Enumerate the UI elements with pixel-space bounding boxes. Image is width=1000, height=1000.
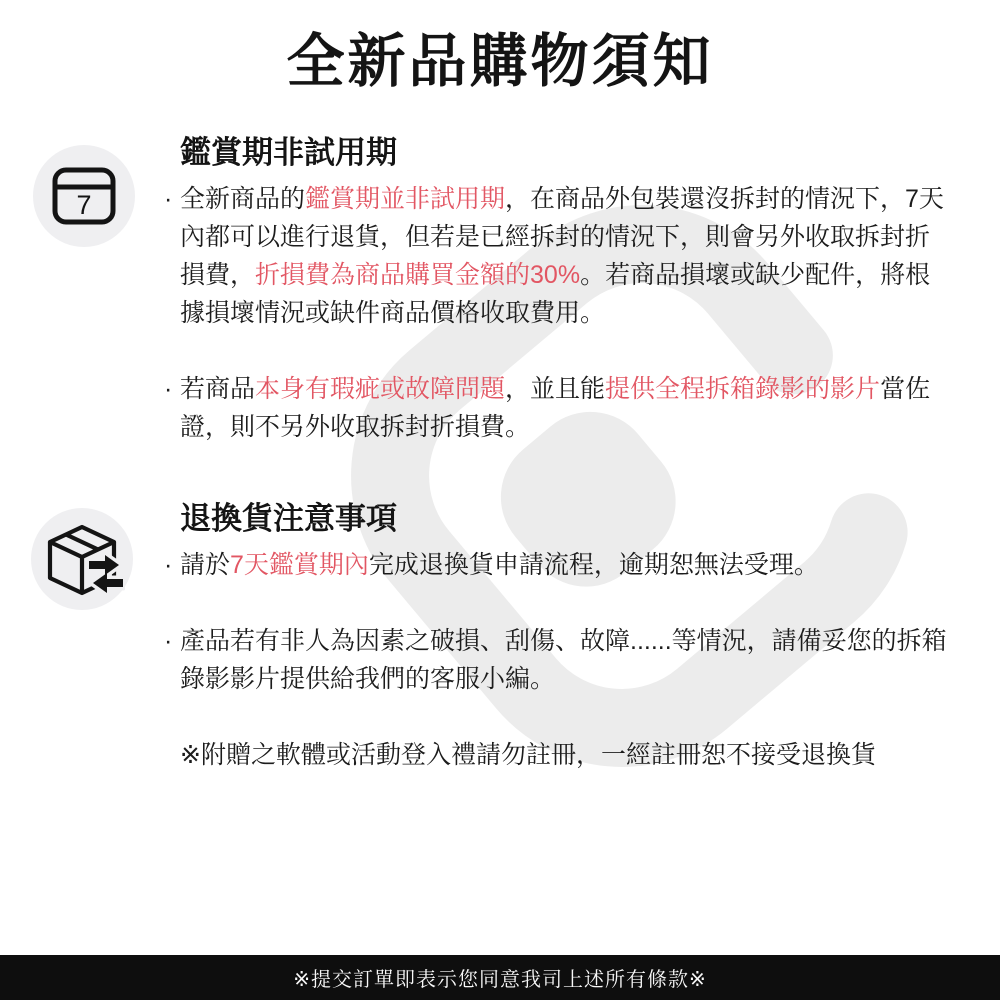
bullet-dot: ·: [164, 185, 173, 213]
body-text: 內都可以進行退貨，但若是已經拆封的情況下，則會另外收取拆封折: [180, 223, 931, 251]
section-paragraphs: [163, 546, 963, 774]
body-text: 。若商品損壞或缺少配件，將根: [580, 261, 931, 289]
paragraph: [163, 736, 963, 774]
body-text: 據損壞情況或缺件商品價格收取費用。: [180, 299, 606, 327]
body-text: ，在商品外包裝還沒拆封的情況下，7天: [505, 185, 944, 213]
paragraph: [163, 370, 963, 446]
text-line: [180, 546, 963, 584]
text-line: [180, 622, 963, 660]
text-line: [180, 370, 963, 408]
text-line: [180, 660, 963, 698]
section-heading: 鑑賞期非試用期: [180, 135, 397, 170]
highlighted-text: 7天鑑賞期內: [230, 551, 369, 579]
bullet-dot: ·: [164, 551, 173, 579]
section-return-exchange: [163, 498, 963, 812]
body-text: ，並且能: [505, 375, 606, 403]
box-exchange-icon: [31, 508, 133, 610]
paragraph: [163, 180, 963, 332]
section-appreciation-period: [163, 132, 963, 484]
body-text: 當佐: [880, 375, 931, 403]
body-text: 全新商品的: [180, 185, 306, 213]
paragraph: [163, 546, 963, 584]
text-line: [180, 408, 963, 446]
paragraph: [163, 622, 963, 698]
highlighted-text: 提供全程拆箱錄影的影片: [605, 375, 881, 403]
svg-text:7: 7: [76, 190, 92, 220]
bullet-dot: ·: [164, 627, 173, 655]
highlighted-text: 折損費為商品購買金額的30%: [255, 261, 581, 289]
body-text: 若商品: [180, 375, 256, 403]
body-text: 證，則不另外收取拆封折損費。: [180, 413, 531, 441]
body-text: 錄影影片提供給我們的客服小編。: [180, 665, 556, 693]
body-text: 完成退換貨申請流程，逾期恕無法受理。: [368, 551, 819, 579]
text-line: [180, 256, 963, 294]
text-line: [180, 736, 963, 774]
highlighted-text: 鑑賞期並非試用期: [305, 185, 506, 213]
footer-agreement-text: ※提交訂單即表示您同意我司上述所有條款※: [293, 969, 707, 991]
text-line: [180, 294, 963, 332]
body-text: 產品若有非人為因素之破損、刮傷、故障......等情況，請備妥您的拆箱: [180, 627, 947, 655]
footer-bar: [0, 955, 1000, 1000]
text-line: [180, 180, 963, 218]
bullet-dot: ·: [164, 375, 173, 403]
section-paragraphs: [163, 180, 963, 446]
page-title: 全新品購物須知: [286, 29, 714, 94]
section-heading: 退換貨注意事項: [180, 501, 397, 536]
body-text: ※附贈之軟體或活動登入禮請勿註冊，一經註冊恕不接受退換貨: [180, 741, 876, 769]
body-text: 請於: [180, 551, 231, 579]
highlighted-text: 本身有瑕疵或故障問題: [255, 375, 506, 403]
calendar-7-icon: [33, 145, 135, 247]
body-text: 損費，: [180, 261, 256, 289]
text-line: [180, 218, 963, 256]
